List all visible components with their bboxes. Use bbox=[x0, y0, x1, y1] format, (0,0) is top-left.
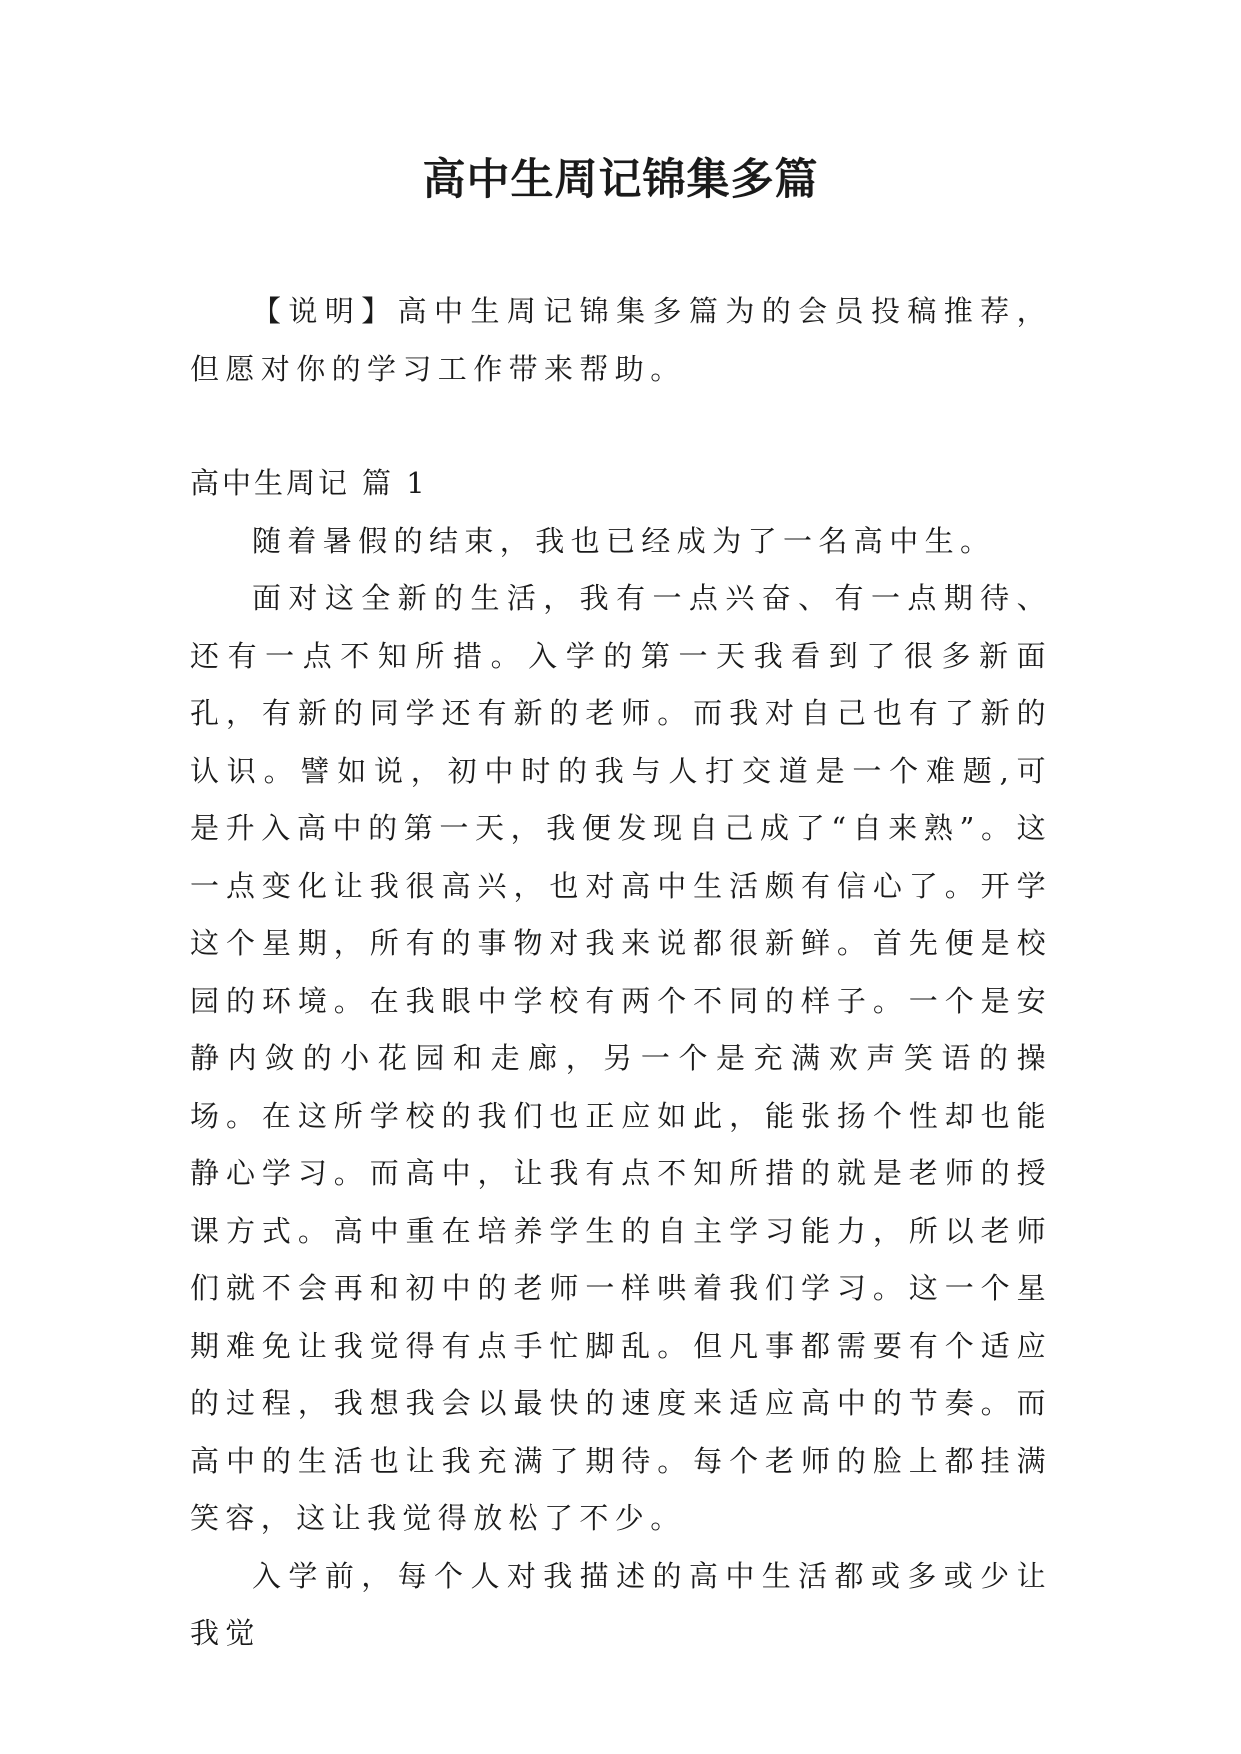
section-heading-label: 高中生周记 bbox=[190, 466, 351, 500]
paragraph: 面对这全新的生活，我有一点兴奋、有一点期待、还有一点不知所措。入学的第一天我看到了很多新面孔，有新的同学还有新的老师。而我对自己也有了新的认识。譬如说，初中时的我与人打交道是一个难题,可是升入高中的第一天，我便发现自己成了“自来熟”。这一点变化让我很高兴，也对高中生活颇有信心了。开学这个星期，所有的事物对我来说都很新鲜。首先便是校园的环境。在我眼中学校有两个不同的样子。一个是安静内敛的小花园和走廊，另一个是充满欢声笑语的操场。在这所学校的我们也正应如此，能张扬个性却也能静心学习。而高中，让我有点不知所措的就是老师的授课方式。高中重在培养学生的自主学习能力，所以老师们就不会再和初中的老师一样哄着我们学习。这一个星期难免让我觉得有点手忙脚乱。但凡事都需要有个适应的过程，我想我会以最快的速度来适应高中的节奏。而高中的生活也让我充满了期待。每个老师的脸上都挂满笑容，这让我觉得放松了不少。 bbox=[190, 581, 1052, 1535]
section-heading bbox=[190, 455, 1052, 513]
document-note: 【说明】高中生周记锦集多篇为的会员投稿推荐，但愿对你的学习工作带来帮助。 bbox=[190, 294, 1052, 386]
section-heading-number: 篇 1 bbox=[362, 466, 428, 500]
paragraph: 随着暑假的结束，我也已经成为了一名高中生。 bbox=[252, 523, 996, 558]
paragraph: 入学前，每个人对我描述的高中生活都或多或少让我觉 bbox=[190, 1558, 1052, 1650]
document-title: 高中生周记锦集多篇 bbox=[422, 155, 819, 205]
document-body bbox=[190, 283, 1052, 1663]
